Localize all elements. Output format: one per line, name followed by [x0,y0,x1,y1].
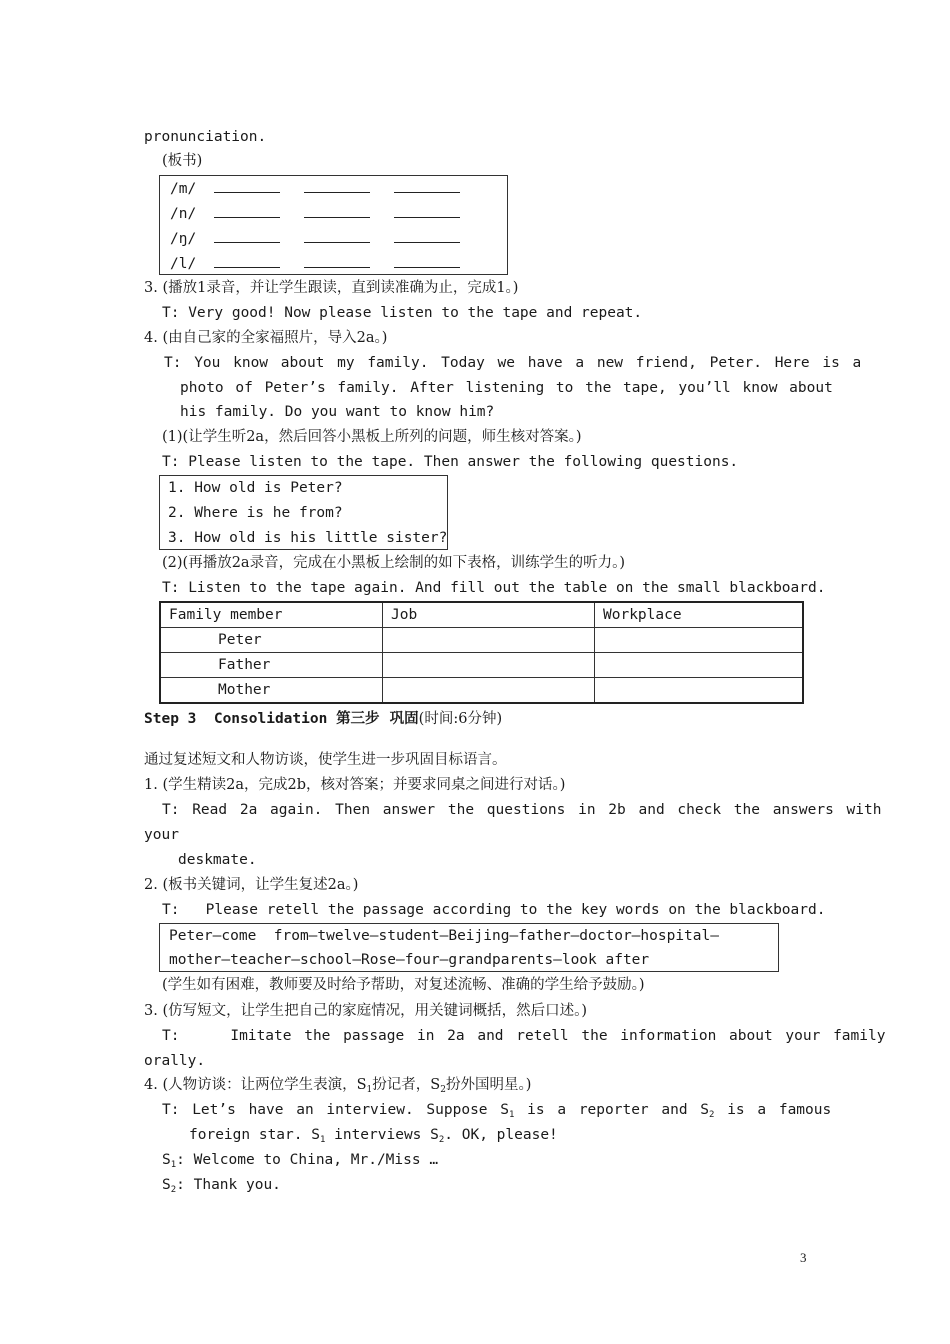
text-line: $S_1$: Welcome to China, Mr./Miss … [162,1152,439,1170]
phonics-board [159,175,508,275]
member-cell: Father [160,653,383,678]
text-line: (2)(再播放2a录音，完成在小黑板上绘制的如下表格，训练学生的听力。) [162,555,625,571]
text-line: photo of Peter’s family. After listening to the tape, you’ll know about [180,380,833,396]
text-line: T: Please listen to the tape. Then answer the following questions. [162,454,739,470]
job-cell [383,678,595,704]
header-cell: Job [383,602,595,628]
question-item: 1. How old is Peter? [168,480,343,496]
member-cell: Mother [160,678,383,704]
keywords-line: Peter—come from—twelve—student—Beijing—father—doctor—hospital— [169,928,719,944]
sound-row: /n/ [170,204,484,224]
text-line: T: Read 2a again. Then answer the questions in 2b and check the answers with [162,802,882,818]
text-line: T: Listen to the tape again. And fill out the table on the small blackboard. [162,580,826,596]
sound-row: /ŋ/ [170,229,484,249]
text-line: your [144,827,179,843]
questions-board [159,475,448,550]
keywords-board [159,923,779,972]
page-number: 3 [800,1250,807,1265]
text-line: T: Imitate the passage in 2a and retell the information about your family [162,1028,886,1044]
text-line: (1)(让学生听2a，然后回答小黑板上所列的问题，师生核对答案。) [162,429,582,445]
job-cell [383,653,595,678]
text-line: $S_2$: Thank you. [162,1177,281,1195]
text-line: 3. (播放1录音，并让学生跟读，直到读准确为止，完成1。) [144,280,519,296]
text-line: 3. (仿写短文，让学生把自己的家庭情况，用关键词概括，然后口述。) [144,1003,588,1019]
header-cell: Family member [160,602,383,628]
text-line: T: Let’s have an interview. Suppose $S_1$ is a reporter and $S_2$ is a famous [162,1102,832,1120]
workplace-cell [595,678,804,704]
table-row [160,653,803,678]
text-line: deskmate. [178,852,257,868]
text-line: 4. (由自己家的全家福照片，导入2a。) [144,330,388,346]
keywords-line: mother—teacher—school—Rose—four—grandparents—look after [169,952,650,968]
text-line: 通过复述短文和人物访谈，使学生进一步巩固目标语言。 [144,752,507,768]
text-line: 2. (板书关键词，让学生复述2a。) [144,877,359,893]
text-line: T: You know about my family. Today we have a new friend, Peter. Here is a [164,355,862,371]
question-item: 3. How old is his little sister? [168,530,448,546]
text-line: foreign star. $S_1$ interviews $S_2$. OK, please! [189,1127,558,1145]
text-line: pronunciation. [144,129,267,145]
question-item: 2. Where is he from? [168,505,343,521]
text-line: (学生如有困难，教师要及时给予帮助，对复述流畅、准确的学生给予鼓励。) [162,977,645,993]
text-line: orally. [144,1053,206,1069]
table-row [160,678,803,704]
workplace-cell [595,653,804,678]
family-table [159,601,804,704]
sound-row: /m/ [170,179,484,199]
workplace-cell [595,628,804,653]
member-cell: Peter [160,628,383,653]
text-line: T: Very good! Now please listen to the tape and repeat. [162,305,643,321]
table-row [160,602,803,628]
text-line: his family. Do you want to know him? [180,404,495,420]
sound-row: /l/ [170,254,484,274]
text-line: 1. (学生精读2a，完成2b，核对答案；并要求同桌之间进行对话。) [144,777,566,793]
header-cell: Workplace [595,602,804,628]
board-label: (板书) [162,153,203,169]
text-line: T: Please retell the passage according to the key words on the blackboard. [162,902,826,918]
table-row [160,628,803,653]
step-heading: Step 3 Consolidation 第三步 巩固(时间:6分钟) [144,710,503,727]
text-line: 4. (人物访谈：让两位学生表演，$S_1$扮记者，$S_2$扮外国明星。) [144,1077,532,1095]
job-cell [383,628,595,653]
